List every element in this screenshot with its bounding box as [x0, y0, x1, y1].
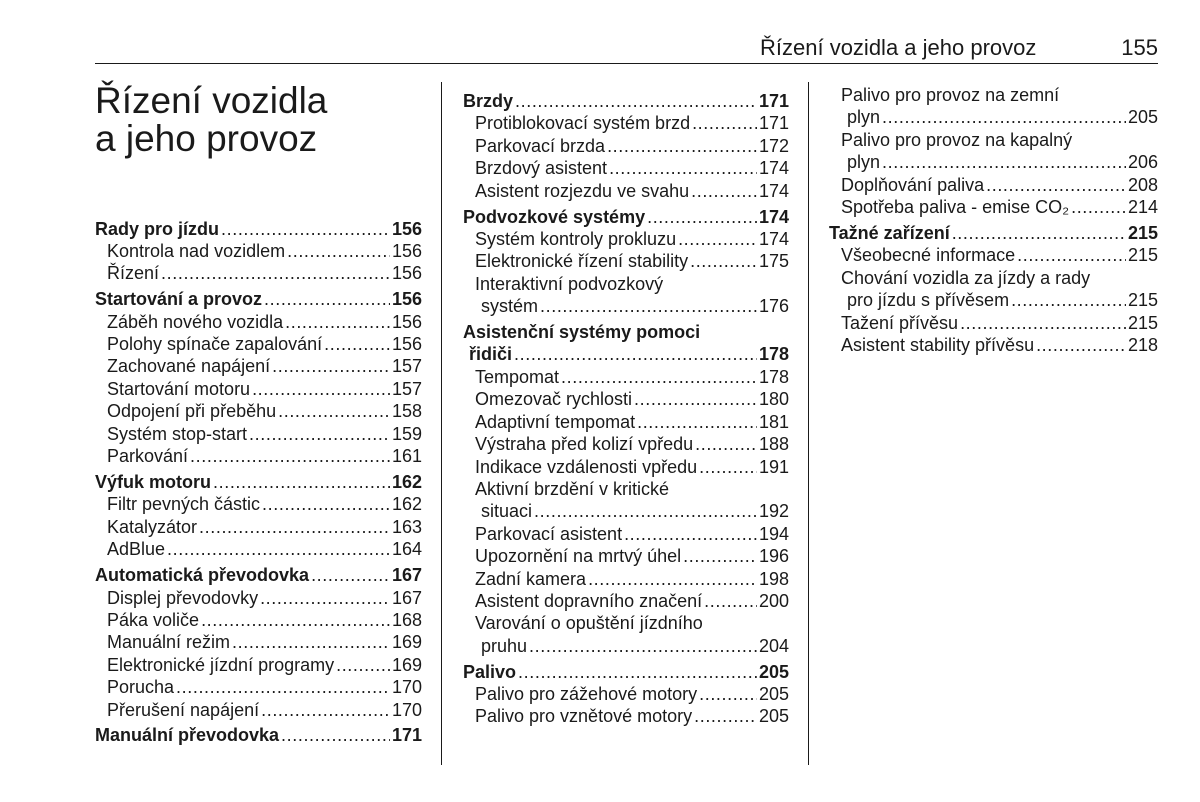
toc-page-number: 157	[391, 356, 422, 377]
dot-leader	[311, 564, 390, 586]
toc-section-entry[interactable]	[95, 471, 422, 493]
dot-leader	[272, 355, 390, 377]
toc-entry-label: Doplňování paliva	[841, 174, 985, 195]
toc-entry-line	[95, 218, 422, 240]
toc-entry-line	[475, 135, 789, 157]
toc-entry-label: Porucha	[107, 677, 175, 698]
toc-entry-label: Adaptivní tempomat	[475, 411, 636, 432]
toc-entry-label: Parkování	[107, 446, 189, 467]
chapter-title-line-2: a jeho provoz	[95, 118, 318, 159]
toc-entry[interactable]	[829, 196, 1158, 218]
toc-entry-line	[95, 471, 422, 493]
dot-leader	[683, 545, 757, 567]
toc-section-entry[interactable]	[829, 222, 1158, 244]
dot-leader	[704, 590, 757, 612]
toc-entry-label: Odpojení při přeběhu	[107, 401, 277, 422]
dot-leader	[609, 157, 757, 179]
toc-page-number: 156	[391, 218, 422, 239]
toc-entry-line	[107, 631, 422, 653]
toc-entry-line	[107, 333, 422, 355]
toc-entry-label: Omezovač rychlosti	[475, 389, 633, 410]
toc-entry[interactable]	[95, 654, 422, 676]
toc-page-number: 174	[758, 158, 789, 179]
dot-leader	[285, 311, 390, 333]
toc-entry-label: Systém kontroly prokluzu	[475, 228, 677, 249]
toc-entry-label: Systém stop-start	[107, 423, 248, 444]
chapter-title	[95, 82, 425, 158]
toc-page-number: 171	[758, 91, 789, 111]
toc-entry-label: Manuální převodovka	[95, 725, 280, 746]
toc-page-number: 174	[758, 228, 789, 249]
toc-page-number: 192	[758, 501, 789, 522]
toc-entry-label: Startování a provoz	[95, 289, 263, 310]
toc-entry-title-line: Asistenční systémy pomoci	[463, 322, 701, 343]
toc-entry-label: Rady pro jízdu	[95, 218, 220, 239]
toc-entry[interactable]	[95, 587, 422, 609]
toc-entry-line	[841, 106, 1158, 128]
page-number: 155	[1121, 35, 1158, 60]
toc-entry[interactable]	[95, 378, 422, 400]
toc-entry-label: Výfuk motoru	[95, 471, 212, 492]
toc-entry-line	[107, 311, 422, 333]
toc-entry-line	[107, 423, 422, 445]
toc-entry-title-line: Chování vozidla za jízdy a rady	[841, 267, 1091, 288]
dot-leader	[287, 240, 390, 262]
toc-entry[interactable]	[463, 250, 789, 272]
toc-entry-label: řidiči	[469, 344, 513, 365]
toc-entry-label: Elektronické řízení stability	[475, 251, 689, 272]
running-head	[760, 34, 1158, 64]
toc-entry[interactable]	[95, 311, 422, 333]
toc-entry-label: Manuální režim	[107, 632, 231, 653]
dot-leader	[1071, 196, 1126, 218]
toc-entry-line	[841, 312, 1158, 334]
toc-entry-line	[475, 705, 789, 727]
toc-entry-line	[841, 289, 1158, 311]
dot-leader	[678, 228, 757, 250]
toc-page-number: 178	[758, 366, 789, 387]
toc-entry[interactable]	[829, 267, 1158, 312]
toc-column-3	[829, 84, 1158, 356]
toc-entry[interactable]	[829, 312, 1158, 334]
toc-entry[interactable]	[463, 545, 789, 567]
dot-leader	[692, 112, 757, 134]
toc-page-number: 215	[1127, 245, 1158, 266]
toc-page-number: 171	[758, 113, 789, 134]
toc-entry-line	[463, 206, 789, 228]
dot-leader	[647, 206, 757, 228]
toc-entry-line	[475, 523, 789, 545]
dot-leader	[262, 493, 390, 515]
toc-page-number: 205	[758, 706, 789, 727]
toc-entry[interactable]	[829, 84, 1158, 129]
dot-leader	[952, 222, 1126, 244]
toc-entry[interactable]	[463, 366, 789, 388]
toc-entry[interactable]	[95, 538, 422, 560]
toc-entry-label: plyn	[847, 152, 881, 173]
toc-page-number: 156	[391, 263, 422, 284]
toc-entry-label: pro jízdu s přívěsem	[847, 290, 1010, 311]
dot-leader	[882, 151, 1126, 173]
toc-entry[interactable]	[95, 240, 422, 262]
dot-leader	[986, 174, 1126, 196]
toc-entry-line	[829, 222, 1158, 244]
toc-column-1	[95, 214, 422, 747]
toc-entry[interactable]	[463, 180, 789, 202]
toc-page-number: 156	[391, 311, 422, 332]
toc-page-number: 158	[391, 401, 422, 422]
toc-entry-label: Palivo pro zážehové motory	[475, 684, 698, 705]
toc-page-number: 159	[391, 423, 422, 444]
toc-entry-line	[475, 635, 789, 657]
toc-entry-line	[107, 378, 422, 400]
toc-entry-label: Kontrola nad vozidlem	[107, 240, 286, 261]
dot-leader	[691, 180, 757, 202]
toc-page-number: 208	[1127, 174, 1158, 195]
toc-entry-label: situaci	[481, 501, 533, 522]
toc-entry-line	[841, 244, 1158, 266]
toc-page-number: 162	[391, 494, 422, 515]
toc-entry-label: Polohy spínače zapalování	[107, 334, 323, 355]
dot-leader	[261, 699, 390, 721]
toc-page-number: 157	[391, 378, 422, 399]
dot-leader	[336, 654, 390, 676]
toc-entry-label: Palivo pro vznětové motory	[475, 706, 693, 727]
toc-entry-title-line: Palivo pro provoz na zemní	[841, 85, 1060, 105]
toc-entry[interactable]	[463, 590, 789, 612]
dot-leader	[540, 295, 757, 317]
toc-page-number: 180	[758, 389, 789, 410]
dot-leader	[281, 724, 390, 746]
toc-entry-line	[475, 411, 789, 433]
toc-page-number: 174	[758, 180, 789, 201]
toc-entry-label: Automatická převodovka	[95, 565, 310, 586]
column-divider-1	[441, 82, 442, 765]
toc-page-number: 205	[758, 661, 789, 682]
toc-entry[interactable]	[463, 568, 789, 590]
dot-leader	[1017, 244, 1126, 266]
chapter-title-line-1: Řízení vozidla	[95, 80, 328, 121]
toc-entry[interactable]	[829, 334, 1158, 356]
dot-leader	[324, 333, 390, 355]
toc-entry[interactable]	[463, 273, 789, 318]
toc-section-entry[interactable]	[95, 724, 422, 746]
toc-entry-line	[841, 196, 1158, 218]
toc-page-number: 156	[391, 289, 422, 310]
dot-leader	[201, 609, 390, 631]
toc-entry[interactable]	[463, 705, 789, 727]
toc-entry-label: Palivo	[463, 661, 517, 682]
toc-entry-line	[95, 288, 422, 310]
toc-section-entry[interactable]	[95, 564, 422, 586]
toc-entry-line	[475, 180, 789, 202]
toc-entry-line	[475, 568, 789, 590]
toc-entry-line	[107, 609, 422, 631]
dot-leader	[176, 676, 390, 698]
toc-entry-label: Brzdový asistent	[475, 158, 608, 179]
toc-page-number: 167	[391, 565, 422, 586]
toc-page-number: 181	[758, 411, 789, 432]
toc-entry-label: Parkovací brzda	[475, 135, 606, 156]
toc-entry-line	[475, 228, 789, 250]
toc-entry[interactable]	[95, 631, 422, 653]
toc-page-number: 205	[758, 684, 789, 705]
toc-entry-label: Katalyzátor	[107, 516, 198, 537]
toc-page-number: 175	[758, 251, 789, 272]
toc-entry[interactable]	[95, 493, 422, 515]
toc-page-number: 204	[758, 635, 789, 656]
toc-entry[interactable]	[463, 112, 789, 134]
dot-leader	[1036, 334, 1126, 356]
toc-entry-label: Řízení	[107, 263, 160, 284]
toc-page-number: 218	[1127, 334, 1158, 355]
toc-section-entry[interactable]	[95, 218, 422, 240]
dot-leader	[529, 635, 757, 657]
toc-entry-line	[107, 355, 422, 377]
toc-entry-line	[475, 683, 789, 705]
dot-leader	[213, 471, 390, 493]
toc-entry[interactable]	[463, 157, 789, 179]
toc-entry-label: Asistent rozjezdu ve svahu	[475, 180, 690, 201]
toc-page-number: 215	[1127, 312, 1158, 333]
toc-entry-title-line: Palivo pro provoz na kapalný	[841, 129, 1073, 150]
toc-page-number: 167	[391, 587, 422, 608]
dot-leader	[1011, 289, 1126, 311]
toc-page-number: 178	[758, 344, 789, 365]
toc-page-number: 161	[391, 446, 422, 467]
toc-entry-line	[107, 262, 422, 284]
toc-page-number: 162	[391, 471, 422, 492]
toc-entry-line	[463, 90, 789, 112]
toc-section-entry[interactable]	[463, 661, 789, 683]
toc-page-number: 163	[391, 516, 422, 537]
toc-entry-line	[475, 545, 789, 567]
toc-entry-label: Indikace vzdálenosti vpředu	[475, 456, 698, 477]
toc-entry-line	[463, 343, 789, 365]
toc-entry-label: Asistent dopravního značení	[475, 590, 703, 611]
dot-leader	[264, 288, 390, 310]
toc-entry-label: Parkovací asistent	[475, 523, 623, 544]
toc-entry-label: pruhu	[481, 635, 528, 656]
dot-leader	[637, 411, 757, 433]
toc-entry-line	[107, 587, 422, 609]
dot-leader	[699, 683, 757, 705]
header-rule	[95, 63, 1158, 64]
dot-leader	[260, 587, 390, 609]
toc-entry[interactable]	[95, 516, 422, 538]
dot-leader	[607, 135, 757, 157]
toc-page-number: 200	[758, 590, 789, 611]
dot-leader	[882, 106, 1126, 128]
toc-entry[interactable]	[463, 388, 789, 410]
toc-page-number: 205	[1127, 107, 1158, 128]
toc-page-number: 215	[1127, 222, 1158, 243]
toc-page-number: 169	[391, 654, 422, 675]
dot-leader	[167, 538, 390, 560]
dot-leader	[561, 366, 757, 388]
toc-entry[interactable]	[95, 400, 422, 422]
toc-entry-line	[475, 590, 789, 612]
toc-entry[interactable]	[463, 478, 789, 523]
toc-entry[interactable]	[95, 676, 422, 698]
toc-entry-label: Tažení přívěsu	[841, 312, 959, 333]
toc-entry-label: Asistent stability přívěsu	[841, 334, 1035, 355]
toc-entry[interactable]	[463, 135, 789, 157]
toc-entry-line	[475, 157, 789, 179]
dot-leader	[695, 433, 757, 455]
toc-page-number: 156	[391, 240, 422, 261]
toc-page-number: 156	[391, 334, 422, 355]
dot-leader	[960, 312, 1126, 334]
toc-entry-label: Výstraha před kolizí vpředu	[475, 434, 694, 455]
toc-page-number: 196	[758, 546, 789, 567]
toc-entry[interactable]	[95, 423, 422, 445]
toc-entry-label: systém	[481, 296, 539, 317]
toc-entry[interactable]	[463, 456, 789, 478]
toc-entry-label: Protiblokovací systém brzd	[475, 113, 691, 134]
dot-leader	[515, 90, 757, 112]
toc-entry-line	[107, 699, 422, 721]
toc-entry[interactable]	[463, 228, 789, 250]
toc-entry[interactable]	[463, 411, 789, 433]
toc-page-number: 194	[758, 523, 789, 544]
toc-entry-label: plyn	[847, 107, 881, 128]
toc-entry-line	[107, 240, 422, 262]
dot-leader	[514, 343, 757, 365]
column-divider-2	[808, 82, 809, 765]
toc-page-number: 191	[758, 456, 789, 477]
toc-entry-line	[107, 493, 422, 515]
dot-leader	[221, 218, 390, 240]
toc-entry-title-line: Interaktivní podvozkový	[475, 273, 664, 294]
toc-entry-line	[107, 538, 422, 560]
toc-entry-line	[107, 654, 422, 676]
toc-entry-title-line: Aktivní brzdění v kritické	[475, 478, 670, 499]
toc-entry-line	[107, 516, 422, 538]
toc-entry-line	[475, 456, 789, 478]
toc-entry-line	[463, 661, 789, 683]
toc-section-entry[interactable]	[463, 321, 789, 366]
toc-entry[interactable]	[463, 433, 789, 455]
toc-entry[interactable]	[95, 262, 422, 284]
dot-leader	[634, 388, 757, 410]
toc-section-entry[interactable]	[463, 206, 789, 228]
toc-entry-label: Zachované napájení	[107, 356, 271, 377]
toc-entry-label: Záběh nového vozidla	[107, 311, 284, 332]
toc-entry-label: Elektronické jízdní programy	[107, 654, 335, 675]
toc-entry-label: Páka voliče	[107, 609, 200, 630]
dot-leader	[232, 631, 390, 653]
toc-page-number: 206	[1127, 152, 1158, 173]
toc-entry-label: Přerušení napájení	[107, 699, 260, 720]
toc-entry-label: Tempomat	[475, 366, 560, 387]
dot-leader	[199, 516, 390, 538]
toc-entry-label: AdBlue	[107, 539, 166, 560]
toc-entry-label: Displej převodovky	[107, 587, 259, 608]
toc-page-number: 198	[758, 568, 789, 589]
dot-leader	[249, 423, 390, 445]
toc-entry[interactable]	[95, 333, 422, 355]
dot-leader	[624, 523, 757, 545]
toc-entry-label: Upozornění na mrtvý úhel	[475, 546, 682, 567]
toc-entry-line	[475, 112, 789, 134]
dot-leader	[588, 568, 757, 590]
toc-entry[interactable]	[95, 699, 422, 721]
toc-entry-label: Spotřeba paliva - emise CO₂	[841, 197, 1070, 218]
toc-page-number: 214	[1127, 197, 1158, 218]
toc-entry[interactable]	[829, 129, 1158, 174]
toc-entry-line	[475, 250, 789, 272]
toc-entry[interactable]	[829, 244, 1158, 266]
toc-entry-line	[107, 676, 422, 698]
toc-entry-line	[475, 433, 789, 455]
dot-leader	[518, 661, 757, 683]
toc-entry-line	[107, 445, 422, 467]
toc-column-2	[463, 90, 789, 728]
toc-entry-label: Tažné zařízení	[829, 222, 950, 243]
toc-entry-line	[95, 724, 422, 746]
toc-entry[interactable]	[463, 523, 789, 545]
toc-page-number: 176	[758, 296, 789, 317]
toc-page-number: 164	[391, 539, 422, 560]
toc-page-number: 170	[391, 677, 422, 698]
dot-leader	[190, 445, 390, 467]
dot-leader	[690, 250, 757, 272]
toc-entry-line	[95, 564, 422, 586]
toc-entry-line	[475, 366, 789, 388]
toc-entry-line	[475, 388, 789, 410]
toc-page-number: 171	[391, 725, 422, 746]
toc-entry[interactable]	[463, 683, 789, 705]
toc-entry[interactable]	[463, 612, 789, 657]
toc-entry[interactable]	[829, 174, 1158, 196]
dot-leader	[694, 705, 757, 727]
toc-entry[interactable]	[95, 445, 422, 467]
toc-entry-line	[841, 174, 1158, 196]
dot-leader	[534, 500, 757, 522]
toc-page-number: 170	[391, 699, 422, 720]
toc-page-number: 169	[391, 632, 422, 653]
toc-page-number: 172	[758, 135, 789, 156]
toc-entry-line	[475, 295, 789, 317]
toc-section-entry[interactable]	[463, 90, 789, 112]
toc-entry-label: Startování motoru	[107, 378, 251, 399]
toc-entry[interactable]	[95, 355, 422, 377]
dot-leader	[161, 262, 390, 284]
dot-leader	[278, 400, 390, 422]
toc-entry-line	[107, 400, 422, 422]
toc-entry-line	[841, 151, 1158, 173]
toc-page-number: 168	[391, 609, 422, 630]
toc-entry-title-line: Varování o opuštění jízdního	[475, 613, 703, 634]
dot-leader	[252, 378, 390, 400]
toc-entry-label: Všeobecné informace	[841, 245, 1016, 266]
toc-entry[interactable]	[95, 609, 422, 631]
toc-page-number: 174	[758, 206, 789, 227]
toc-entry-label: Zadní kamera	[475, 568, 587, 589]
toc-page-number: 215	[1127, 290, 1158, 311]
toc-entry-line	[841, 334, 1158, 356]
toc-section-entry[interactable]	[95, 288, 422, 310]
dot-leader	[699, 456, 757, 478]
toc-entry-label: Filtr pevných částic	[107, 494, 261, 515]
toc-entry-label: Podvozkové systémy	[463, 206, 646, 227]
running-head-title: Řízení vozidla a jeho provoz	[760, 35, 1037, 60]
toc-entry-label: Brzdy	[463, 91, 514, 111]
toc-entry-line	[475, 500, 789, 522]
toc-page-number: 188	[758, 434, 789, 455]
